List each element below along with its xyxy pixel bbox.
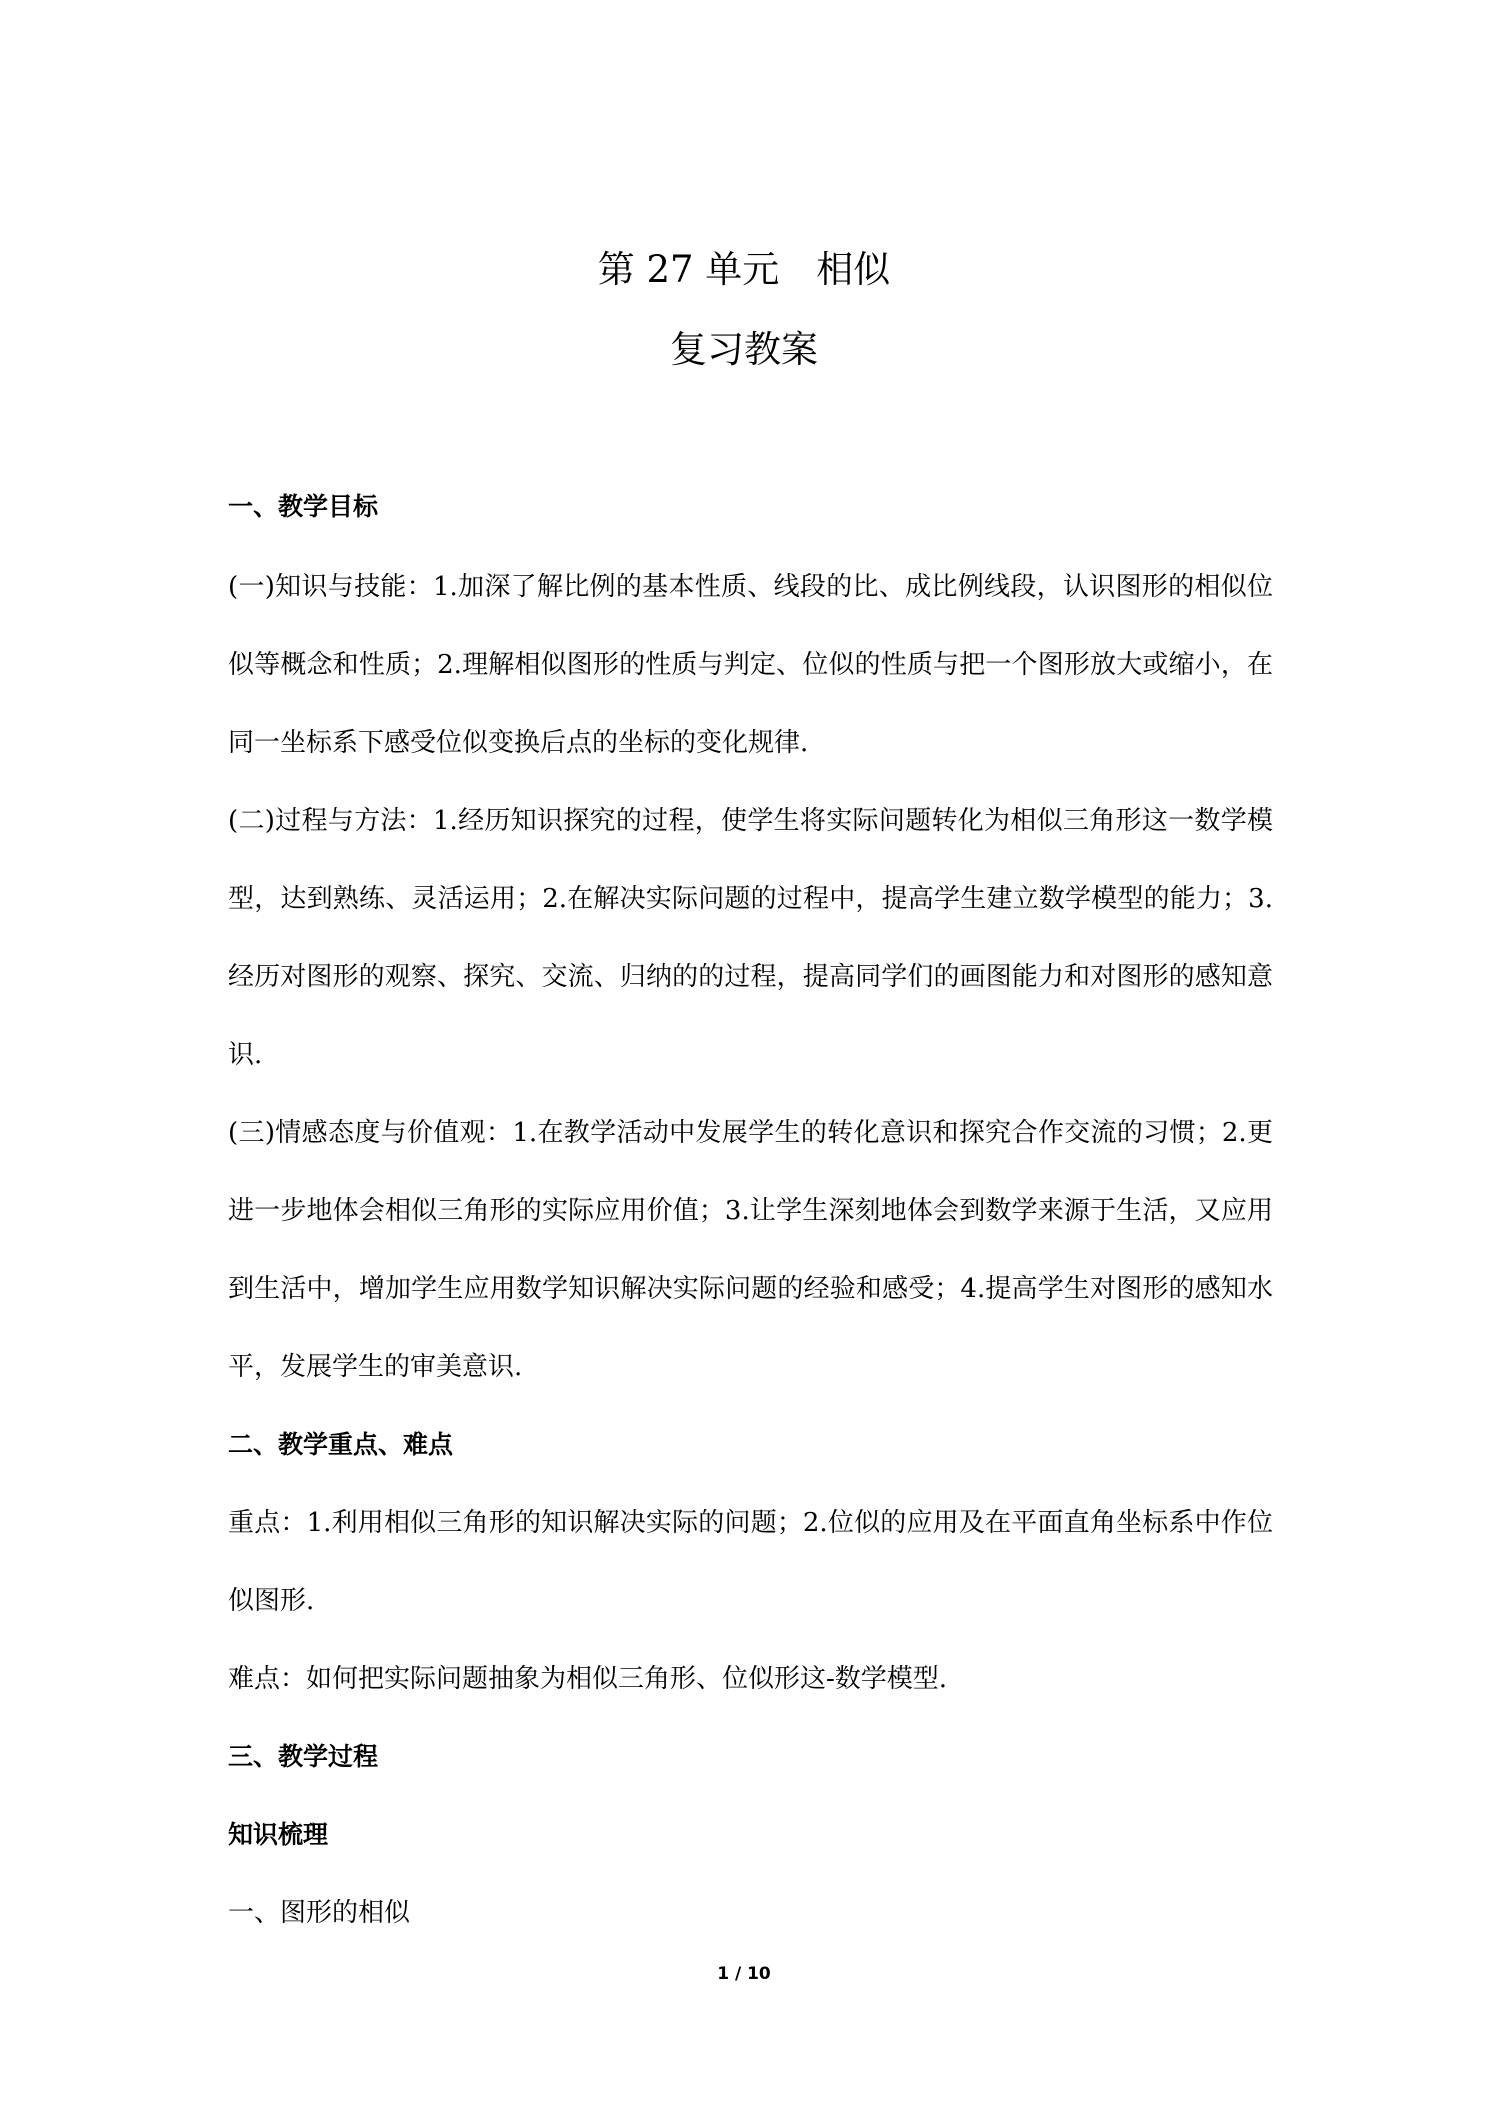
paragraph-line: (三)情感态度与价值观：1.在教学活动中发展学生的转化意识和探究合作交流的习惯；2.更 bbox=[228, 1118, 1273, 1148]
section-heading-process: 三、教学过程 bbox=[228, 1742, 379, 1771]
paragraph-line: 识. bbox=[228, 1040, 263, 1070]
paragraph-line: (一)知识与技能：1.加深了解比例的基本性质、线段的比、成比例线段，认识图形的相似位 bbox=[228, 572, 1273, 602]
document-title: 第 27 单元 相似 bbox=[597, 248, 891, 291]
subsection-heading: 知识梳理 bbox=[228, 1820, 329, 1849]
paragraph-line: 一、图形的相似 bbox=[228, 1898, 411, 1928]
paragraph-line: 同一坐标系下感受位似变换后点的坐标的变化规律. bbox=[228, 728, 809, 758]
paragraph-line: 进一步地体会相似三角形的实际应用价值；3.让学生深刻地体会到数学来源于生活，又应用 bbox=[228, 1196, 1273, 1226]
section-heading-objectives: 一、教学目标 bbox=[228, 492, 379, 521]
paragraph-line: 重点：1.利用相似三角形的知识解决实际的问题；2.位似的应用及在平面直角坐标系中作位 bbox=[228, 1508, 1273, 1538]
paragraph-line: 经历对图形的观察、探究、交流、归纳的的过程，提高同学们的画图能力和对图形的感知意 bbox=[228, 962, 1273, 992]
paragraph-line: 型，达到熟练、灵活运用；2.在解决实际问题的过程中，提高学生建立数学模型的能力；3. bbox=[228, 884, 1273, 914]
section-heading-key-points: 二、教学重点、难点 bbox=[228, 1430, 454, 1459]
paragraph-line: 到生活中，增加学生应用数学知识解决实际问题的经验和感受；4.提高学生对图形的感知水 bbox=[228, 1274, 1273, 1304]
paragraph-line: (二)过程与方法：1.经历知识探究的过程，使学生将实际问题转化为相似三角形这一数学模 bbox=[228, 806, 1273, 836]
paragraph-line: 平，发展学生的审美意识. bbox=[228, 1352, 523, 1382]
document-subtitle: 复习教案 bbox=[670, 328, 818, 371]
paragraph-line: 难点：如何把实际问题抽象为相似三角形、位似形这-数学模型. bbox=[228, 1664, 948, 1694]
page-number: 1 / 10 bbox=[717, 1964, 771, 1984]
paragraph-line: 似等概念和性质；2.理解相似图形的性质与判定、位似的性质与把一个图形放大或缩小，在 bbox=[228, 650, 1273, 680]
paragraph-line: 似图形. bbox=[228, 1586, 315, 1616]
